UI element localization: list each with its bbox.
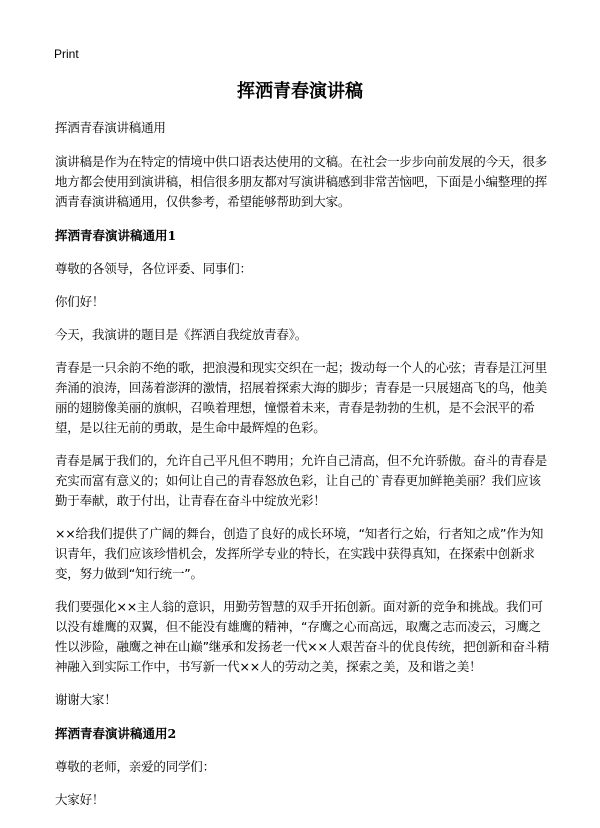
page-title: 挥洒青春演讲稿: [237, 81, 363, 102]
intro-paragraph: 演讲稿是作为在特定的情境中供口语表达使用的文稿。在社会一步步向前发展的今天，很多地方都会使用到演讲稿，相信很多朋友都对写演讲稿感到非常苦恼吧，下面是小编整理的挥洒青春演讲稿通用，仅供参考，希望能够帮助到大家。: [55, 154, 548, 209]
salutation-2: 尊敬的老师，亲爱的同学们：: [55, 759, 215, 774]
innovation-paragraph: 我们要强化××主人翁的意识，用勤劳智慧的双手开拓创新。面对新的竞争和挑战。我们可以没有雄鹰的双翼，但不能没有雄鹰的精神，“存鹰之心而高远，取鹰之志而凌云，习鹰之性以涉险，融鹰之神在山巅”继承和发扬老一代××人艰苦奋斗的优良传统，把创新和奋斗精神融入到实际工作中，书写新一代××人的劳动之美，探索之美，及和谐之美！: [55, 599, 550, 674]
document-body: [55, 118, 552, 810]
salutation-1: 尊敬的各领导，各位评委、同事们：: [55, 261, 252, 276]
youth-song-paragraph: 青春是一只余韵不绝的歌，把浪漫和现实交织在一起；拨动每一个人的心弦；青春是江河里奔涌的浪涛，回荡着澎湃的激情，招展着探索大海的脚步；青春是一只展翅高飞的鸟，他美丽的翅膀像美丽的旗帜，召唤着理想，憧憬着未来，青春是勃勃的生机，是不会泯平的希望，是以往无前的勇敢，是生命中最辉煌的色彩。: [55, 360, 548, 435]
stage-paragraph: ××给我们提供了广阔的舞台，创造了良好的成长环境，“知者行之始，行者知之成”作为知识青年，我们应该珍惜机会，发挥所学专业的特长，在实践中获得真知，在探索中创新求变，努力做到“知行统一”。: [55, 526, 544, 581]
greeting-1: 你们好！: [55, 294, 105, 309]
print-link[interactable]: Print: [54, 47, 79, 61]
document-subtitle: 挥洒青春演讲稿通用: [55, 120, 166, 135]
section-heading-1: 挥洒青春演讲稿通用1: [55, 228, 177, 243]
speech-topic-paragraph: 今天，我演讲的题目是《挥洒自我绽放青春》。: [55, 327, 308, 342]
youth-belongs-paragraph: 青春是属于我们的，允许自己平凡但不聘用；允许自己清高，但不允许骄傲。奋斗的青春是充实而富有意义的；如何让自己的青春怒放色彩，让自己的`青春更加鲜艳美丽？我们应该勤于奉献，敢于付出，让青春在奋斗中绽放光彩！: [55, 453, 548, 508]
closing-1: 谢谢大家！: [55, 692, 117, 707]
section-heading-2: 挥洒青春演讲稿通用2: [55, 726, 177, 741]
greeting-2: 大家好！: [55, 792, 105, 807]
